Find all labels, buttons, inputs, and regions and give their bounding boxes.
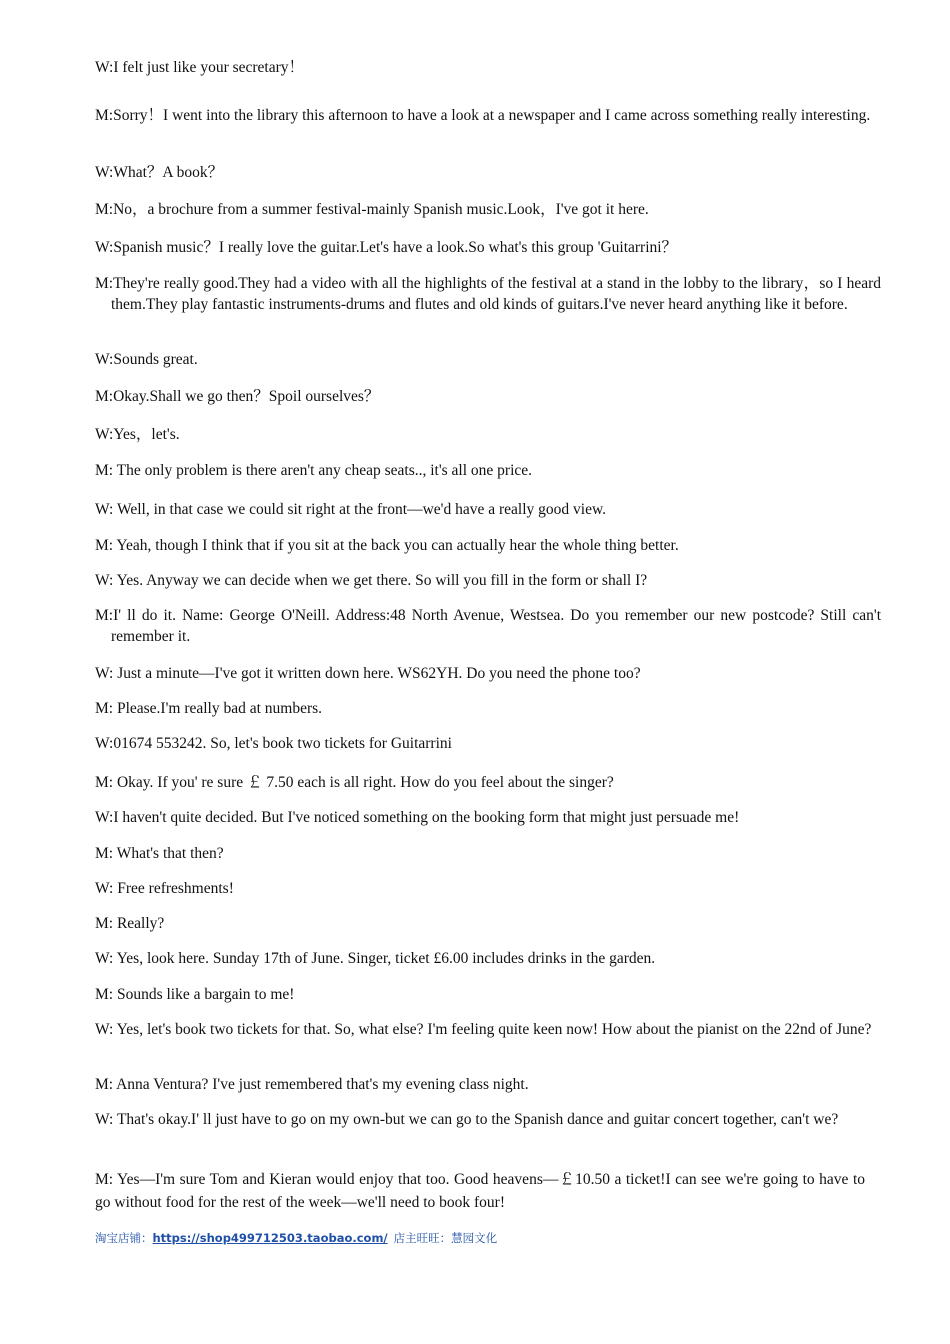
dialogue-line: M:Sorry！I went into the library this afternoon to have a look at a newspaper and I came across something really interesting. (95, 107, 871, 124)
dialogue-line: W: Well, in that case we could sit right at the front—we'd have a really good view. (95, 501, 607, 518)
shop-footer (95, 1230, 497, 1246)
dialogue-line: W: Yes, look here. Sunday 17th of June. Singer, ticket £6.00 includes drinks in the garden. (95, 950, 656, 967)
dialogue-line: W:Spanish music？I really love the guitar.Let's have a look.So what's this group 'Guitarrini？ (95, 239, 678, 256)
dialogue-line: M: Yes—I'm sure Tom and Kieran would enjoy that too. Good heavens—￡10.50 a ticket!I can see we're going to have to go without food for the rest of the week—we'll need to book four! (95, 1171, 865, 1211)
dialogue-line: M:They're really good.They had a video with all the highlights of the festival at a stand in the lobby to the library，so I heard them.They play fantastic instruments-drums and flutes and old kinds of guitars.I've never heard anything like it before. (95, 275, 881, 313)
dialogue-line: M: Okay. If you' re sure ￡ 7.50 each is all right. How do you feel about the singer? (95, 774, 614, 791)
dialogue-line: M: Please.I'm really bad at numbers. (95, 700, 323, 717)
dialogue-line: W:01674 553242. So, let's book two tickets for Guitarrini (95, 735, 452, 752)
dialogue-line: W: Free refreshments! (95, 880, 234, 897)
dialogue-line: W:What？A book？ (95, 164, 224, 181)
dialogue-line: M:No，a brochure from a summer festival-mainly Spanish music.Look，I've got it here. (95, 201, 649, 218)
dialogue-line: M: Yeah, though I think that if you sit at the back you can actually hear the whole thing better. (95, 537, 679, 554)
dialogue-line: W: Yes, let's book two tickets for that. So, what else? I'm feeling quite keen now! How about the pianist on the 22nd of June? (95, 1021, 872, 1038)
dialogue-line: M: Really? (95, 915, 165, 932)
dialogue-line: W:Sounds great. (95, 351, 198, 368)
owner-label: 店主旺旺：慧园文化 (393, 1231, 498, 1245)
dialogue-line: M: The only problem is there aren't any cheap seats.., it's all one price. (95, 462, 533, 479)
dialogue-line: M:Okay.Shall we go then？Spoil ourselves？ (95, 388, 380, 405)
dialogue-line: W:I haven't quite decided. But I've noticed something on the booking form that might just persuade me! (95, 809, 740, 826)
dialogue-line: W: Yes. Anyway we can decide when we get there. So will you fill in the form or shall I? (95, 572, 648, 589)
dialogue-line: W: Just a minute—I've got it written down here. WS62YH. Do you need the phone too? (95, 665, 641, 682)
dialogue-line: W: That's okay.I' ll just have to go on my own-but we can go to the Spanish dance and guitar concert together, can't we? (95, 1111, 839, 1128)
dialogue-line: M: Sounds like a bargain to me! (95, 986, 295, 1003)
dialogue-line: M:I' ll do it. Name: George O'Neill. Address:48 North Avenue, Westsea. Do you remember our new postcode? Still can't remember it. (95, 607, 881, 645)
shop-link[interactable]: https://shop499712503.taobao.com/ (152, 1231, 388, 1245)
dialogue-line: W:Yes，let's. (95, 426, 180, 443)
shop-label: 淘宝店铺： (95, 1231, 153, 1245)
dialogue-line: M: What's that then? (95, 845, 224, 862)
dialogue-line: M: Anna Ventura? I've just remembered that's my evening class night. (95, 1076, 529, 1093)
dialogue-line: W:I felt just like your secretary！ (95, 59, 305, 76)
